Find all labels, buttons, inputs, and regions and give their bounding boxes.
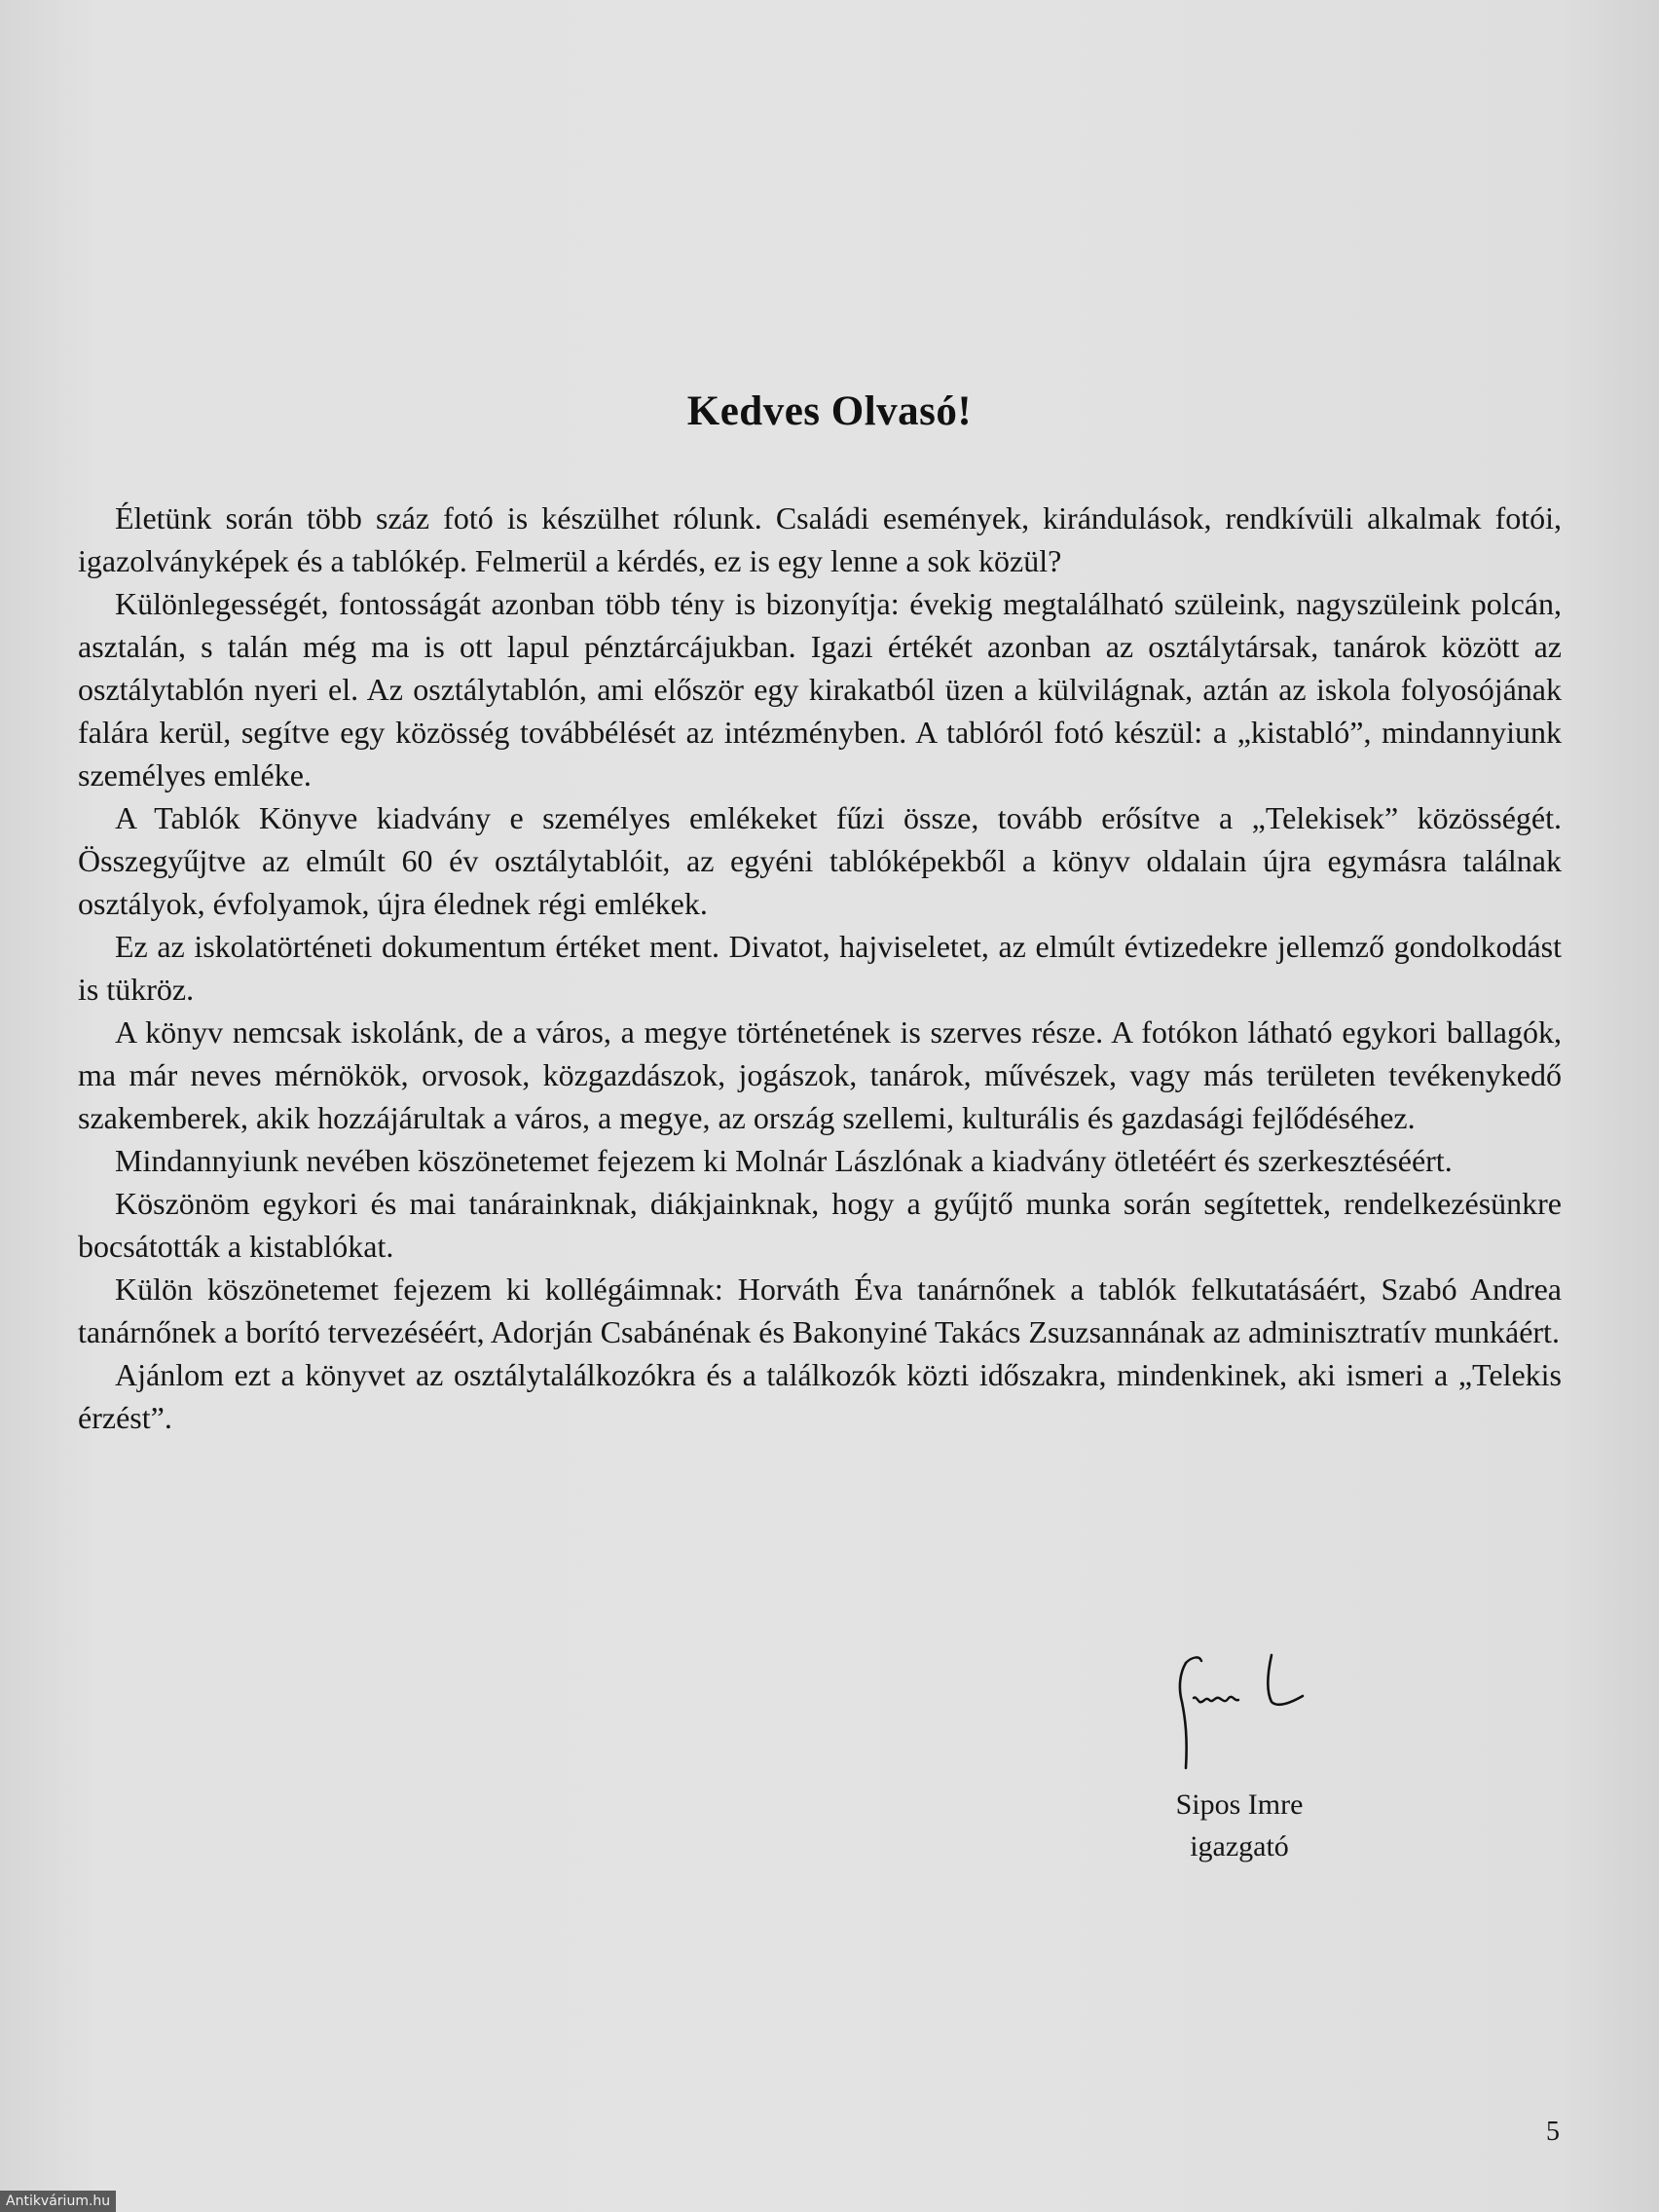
paragraph: Különlegességét, fontosságát azonban több tény is bizonyítja: évekig megtalálható szüleink, nagyszüleink polcán, asztalán, s talán még ma is ott lapul pénztárcájukban. Igazi értékét azonban az osztálytársak, tanárok között az osztálytablón nyeri el. Az osztálytablón, ami először egy kirakatból üzen a külvilágnak, aztán az iskola folyosójának falára kerül, segítve egy közösség továbbélését az intézményben. A tablóról fotó készül: a „kistabló”, mindannyiunk személyes emléke.	[78, 586, 1562, 793]
signatory-name: Sipos Imre	[1175, 1788, 1304, 1821]
paragraph: Életünk során több száz fotó is készülhet rólunk. Családi események, kirándulások, rendkívüli alkalmak fotói, igazolványképek és a tablókép. Felmerül a kérdés, ez is egy lenne a sok közül?	[78, 500, 1562, 578]
paragraph: A Tablók Könyve kiadvány e személyes emlékeket fűzi össze, tovább erősítve a „Telekisek” közösségét. Összegyűjtve az elmúlt 60 év osztálytablóit, az egyéni tablóképekből a könyv oldalain újra egymásra találnak osztályok, évfolyamok, újra élednek régi emlékek.	[78, 800, 1562, 921]
paragraph: Külön köszönetemet fejezem ki kollégáimnak: Horváth Éva tanárnőnek a tablók felkutatásáért, Szabó Andrea tanárnőnek a borító tervezéséért, Adorján Csabánénak és Bakonyiné Takács Zsuzsannának az adminisztratív munkáért.	[78, 1272, 1562, 1349]
paragraph: Ajánlom ezt a könyvet az osztálytalálkozókra és a találkozók közti időszakra, mindenkinek, aki ismeri a „Telekis érzést”.	[78, 1357, 1562, 1435]
paragraph: Mindannyiunk nevében köszönetemet fejezem ki Molnár Lászlónak a kiadvány ötletéért és szerkesztéséért.	[115, 1143, 1453, 1178]
paragraph: Ez az iskolatörténeti dokumentum értéket ment. Divatot, hajviseletet, az elmúlt évtizedekre jellemző gondolkodást is tükröz.	[78, 929, 1562, 1007]
page-title: Kedves Olvasó!	[686, 388, 973, 434]
signature-block	[1118, 1643, 1361, 1867]
handwritten-signature	[1157, 1643, 1322, 1780]
watermark-label: Antikvárium.hu	[0, 2191, 116, 2212]
page-number: 5	[1546, 2117, 1560, 2147]
paragraph: A könyv nemcsak iskolánk, de a város, a megye történetének is szerves része. A fotókon látható egykori ballagók, ma már neves mérnökök, orvosok, közgazdászok, jogászok, tanárok, művészek, vagy más területen tevékenykedő szakemberek, akik hozzájárultak a város, a megye, az ország szellemi, kulturális és gazdasági fejlődéséhez.	[78, 1014, 1562, 1135]
letter-body	[78, 497, 1562, 1439]
paragraph: Köszönöm egykori és mai tanárainknak, diákjainknak, hogy a gyűjtő munka során segítettek, rendelkezésünkre bocsátották a kistablókat.	[78, 1186, 1562, 1264]
signatory-role: igazgató	[1190, 1830, 1289, 1862]
